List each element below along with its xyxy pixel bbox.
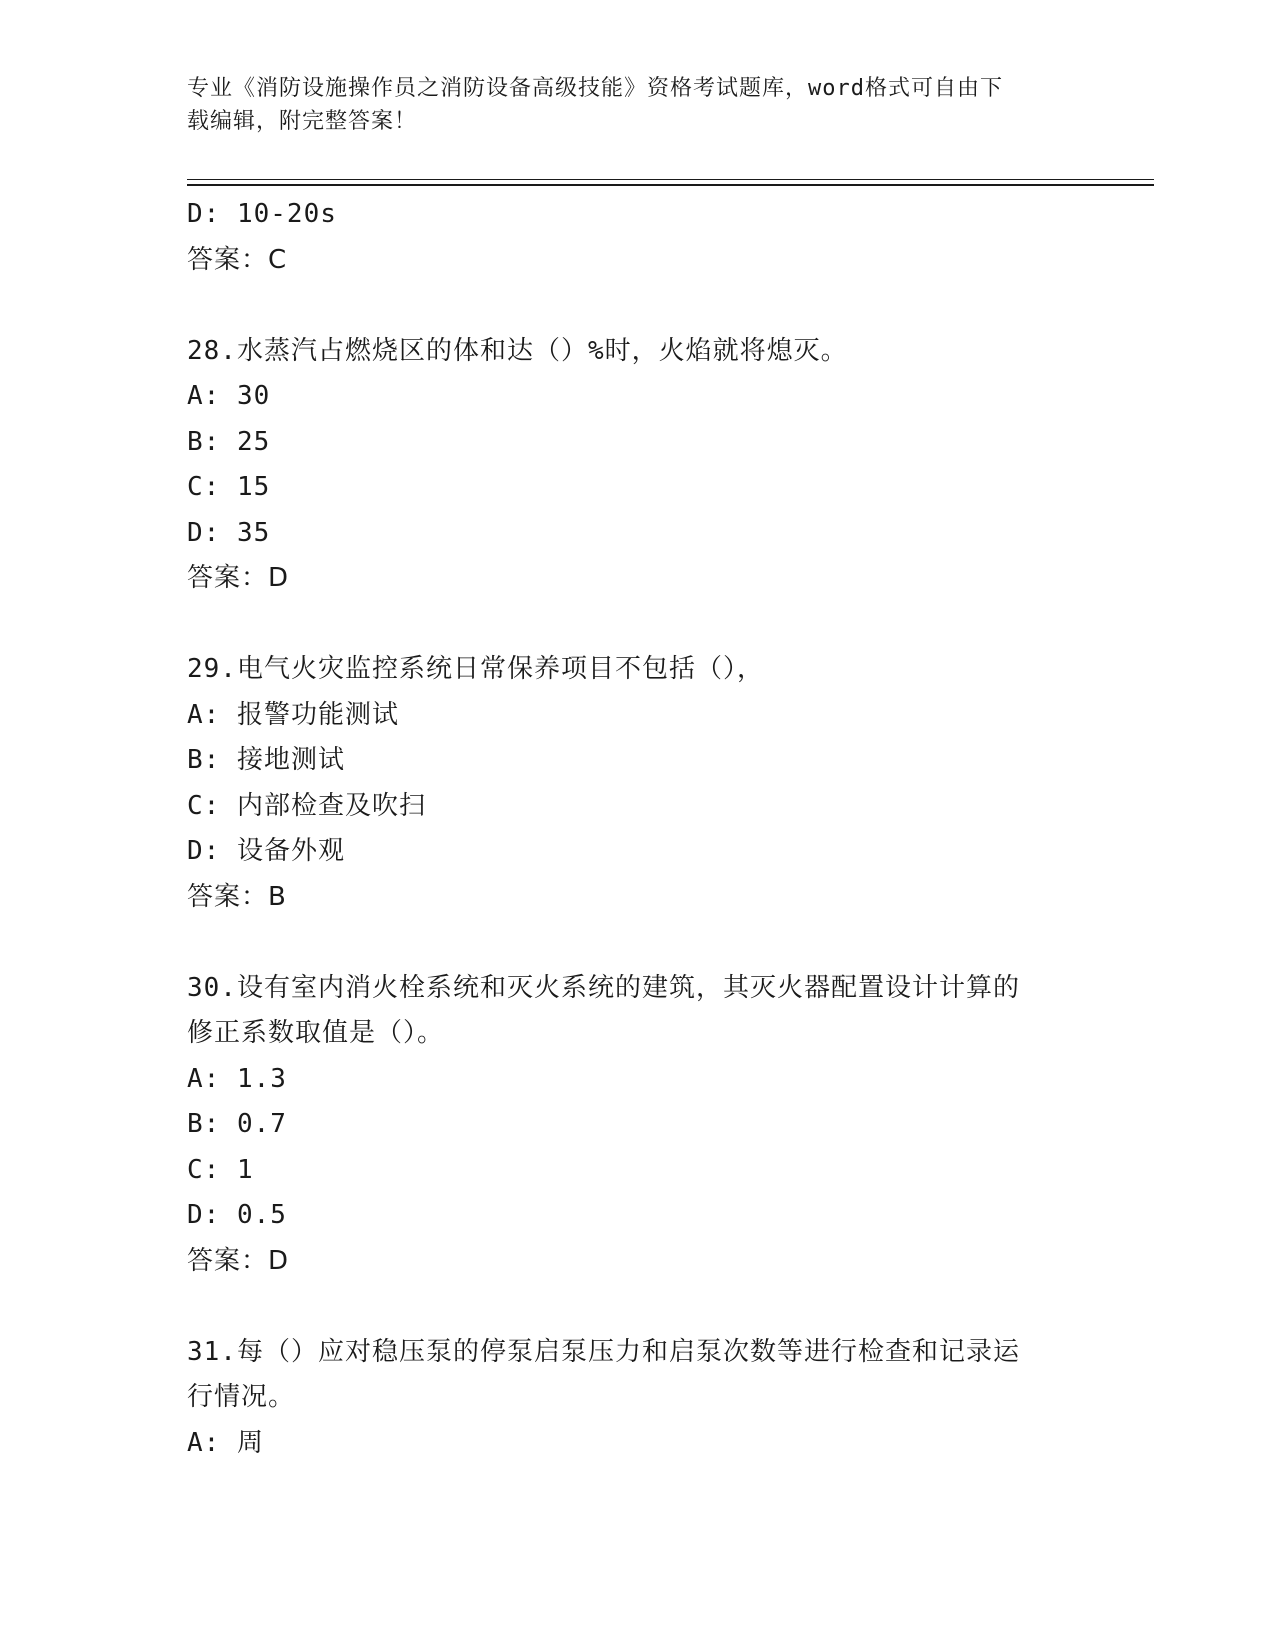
option-d: D: 0.5 bbox=[187, 1200, 287, 1230]
option-c: C: 15 bbox=[187, 472, 271, 502]
spacer bbox=[187, 283, 1087, 329]
spacer bbox=[187, 602, 1087, 648]
header-line-1: 专业《消防设施操作员之消防设备高级技能》资格考试题库，word格式可自由下 bbox=[187, 76, 1003, 101]
option-a: A: 1.3 bbox=[187, 1063, 287, 1094]
question-stem: 29.电气火灾监控系统日常保养项目不包括（）， bbox=[187, 654, 764, 684]
prev-option-d: D: 10-20s bbox=[187, 199, 337, 229]
option-b: B: 0.7 bbox=[187, 1109, 287, 1139]
question-stem-line-2: 修正系数取值是（）。 bbox=[187, 1018, 445, 1048]
question-content bbox=[187, 192, 1087, 1466]
header-divider-thin bbox=[187, 179, 1154, 180]
option-d: D: 设备外观 bbox=[187, 836, 345, 866]
option-b: B: 接地测试 bbox=[187, 745, 345, 775]
prev-answer: 答案：C bbox=[187, 244, 288, 275]
spacer bbox=[187, 920, 1087, 966]
answer: 答案：B bbox=[187, 881, 287, 912]
document-header bbox=[187, 72, 1087, 138]
spacer bbox=[187, 1284, 1087, 1330]
header-divider-thick bbox=[187, 184, 1154, 186]
question-stem: 28.水蒸汽占燃烧区的体和达（）%时，火焰就将熄灭。 bbox=[187, 335, 848, 366]
question-28 bbox=[187, 329, 1087, 602]
option-a: A: 周 bbox=[187, 1427, 264, 1458]
option-d: D: 35 bbox=[187, 517, 271, 548]
question-stem-line-1: 31.每（）应对稳压泵的停泵启泵压力和启泵次数等进行检查和记录运 bbox=[187, 1336, 1020, 1367]
question-31 bbox=[187, 1330, 1087, 1467]
option-a: A: 报警功能测试 bbox=[187, 699, 399, 730]
header-line-2: 载编辑，附完整答案！ bbox=[187, 109, 418, 134]
question-stem-line-2: 行情况。 bbox=[187, 1382, 296, 1412]
option-c: C: 1 bbox=[187, 1154, 254, 1185]
answer: 答案：D bbox=[187, 1245, 290, 1276]
question-29 bbox=[187, 647, 1087, 920]
option-c: C: 内部检查及吹扫 bbox=[187, 790, 426, 821]
question-stem-line-1: 30.设有室内消火栓系统和灭火系统的建筑，其灭火器配置设计计算的 bbox=[187, 972, 1020, 1003]
question-30 bbox=[187, 966, 1087, 1285]
option-b: B: 25 bbox=[187, 426, 271, 457]
option-a: A: 30 bbox=[187, 381, 271, 411]
answer: 答案：D bbox=[187, 563, 290, 593]
